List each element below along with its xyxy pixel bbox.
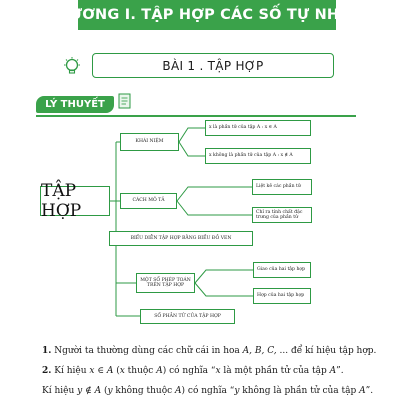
- text-line-3: Kí hiệu y ∉ A (y không thuộc A) có nghĩa “y không là phần tử của tập A”.: [42, 386, 374, 396]
- node-operations-union: Hợp của hai tập hợp: [253, 288, 311, 304]
- node-operations: MỘT SỐ PHÉP TOÁN TRÊN TẬP HỢP: [136, 273, 195, 293]
- chapter-title: CHƯƠNG I. TẬP HỢP CÁC SỐ TỰ NHIÊN: [46, 7, 368, 23]
- section-label: LÝ THUYẾT: [45, 99, 105, 110]
- node-concept: KHÁI NIỆM: [120, 133, 179, 151]
- lesson-title: BÀI 1 . TẬP HỢP: [162, 58, 264, 73]
- node-operations-intersection: Giao của hai tập hợp: [253, 262, 311, 278]
- node-concept-nonmember: x không là phần tử của tập A : x ∉ A: [205, 148, 311, 164]
- node-description-list: Liệt kê các phần tử: [252, 179, 312, 195]
- node-description-property: Chỉ ra tính chất đặc trưng của phần tử: [252, 207, 312, 223]
- node-concept-member: x là phần tử của tập A : x ∈ A: [205, 120, 311, 136]
- text-line-2: 2. Kí hiệu x ∈ A (x thuộc A) có nghĩa “x là một phần tử của tập A”.: [42, 366, 344, 376]
- node-cardinality: SỐ PHẦN TỬ CỦA TẬP HỢP: [140, 309, 235, 324]
- text-line-1: 1. Người ta thường dùng các chữ cái in hoa A, B, C, ... để kí hiệu tập hợp.: [42, 346, 377, 356]
- node-venn: BIỂU DIỄN TẬP HỢP BẰNG BIỂU ĐỒ VEN: [109, 231, 253, 246]
- mindmap-root: TẬP HỢP: [40, 186, 110, 216]
- node-description: CÁCH MÔ TẢ: [120, 193, 177, 209]
